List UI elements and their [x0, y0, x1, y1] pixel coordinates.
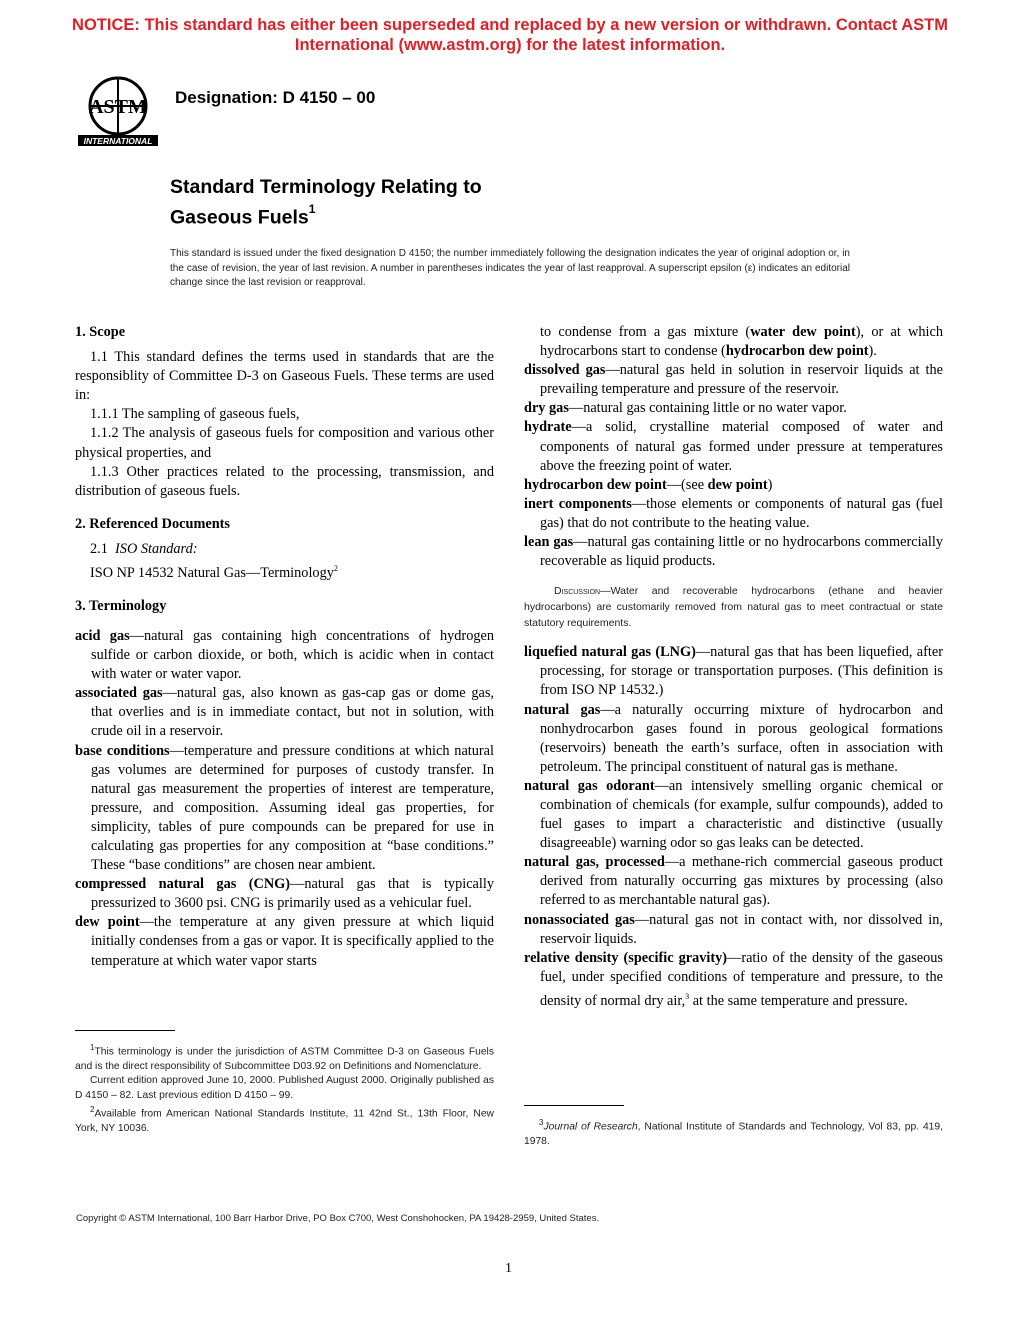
term-definition: —ratio of the density of the gaseous fuel, under specified conditions of temperature and pressure, to the density of normal dry air,	[540, 949, 943, 1009]
ref-num: 2.1	[90, 540, 108, 557]
scope-heading: 1. Scope	[75, 324, 126, 340]
term-relative-density	[524, 949, 943, 1011]
term-associated-gas	[75, 684, 494, 741]
discussion-note	[524, 583, 943, 631]
term-label: liquefied natural gas (LNG)	[524, 644, 696, 661]
scope-p3: 1.1.2 The analysis of gaseous fuels for composition and various other physical properties, and	[75, 425, 494, 461]
ref-item: ISO NP 14532 Natural Gas—Terminology	[90, 564, 334, 581]
term-dissolved-gas	[524, 361, 943, 399]
copyright: Copyright © ASTM International, 100 Barr Harbor Drive, PO Box C700, West Conshohocken, PA 19428-2959, United States.	[76, 1213, 600, 1224]
discussion-text: —Water and recoverable hydrocarbons (ethane and heavier hydrocarbons) are customarily removed from natural gas to meet contractual or state statutory requirements.	[524, 585, 943, 630]
terminology-heading: 3. Terminology	[75, 597, 167, 614]
term-definition: —natural gas that has been liquefied, after processing, for storage or transportation purposes. (This definition is from ISO NP 14532.)	[540, 644, 943, 699]
iso-standard-item	[75, 559, 494, 583]
page-title	[170, 175, 482, 231]
footnote-mark: 2	[90, 1105, 95, 1115]
term-dry-gas	[524, 399, 943, 418]
term-cng	[75, 875, 494, 913]
footnote-mark: 3	[539, 1118, 544, 1127]
term-definition: —a solid, crystalline material composed of water and components of natural gas formed under pressure at temperatures above the freezing point of water.	[540, 419, 943, 474]
term-hydrate	[524, 418, 943, 475]
term-label: natural gas	[524, 701, 601, 718]
referenced-heading: 2. Referenced Documents	[75, 515, 230, 532]
term-label: dew point	[75, 914, 140, 931]
logo-subtitle: INTERNATIONAL	[83, 136, 153, 146]
footnote-journal: Journal of Research	[543, 1121, 638, 1133]
discussion-label: Discussion	[554, 585, 601, 598]
astm-logo	[76, 74, 160, 150]
footnotes-right	[524, 1116, 943, 1149]
title-line-1: Standard Terminology Relating to	[170, 176, 482, 198]
ref-label: ISO Standard:	[115, 540, 198, 557]
footnote-2	[75, 1103, 494, 1136]
term-label: lean gas	[524, 534, 574, 551]
left-column	[75, 323, 494, 971]
term-definition: —natural gas, also known as gas-cap gas or dome gas, that overlies and is in immediate contact, but not in solution, with crude oil in a reservoir.	[91, 685, 494, 740]
term-definition: —a methane-rich commercial gaseous product derived from naturally occurring gas mixtures by processing (also referred to as merchantable natural gas).	[540, 854, 943, 909]
term-definition: —an intensively smelling organic chemical or combination of chemicals (for example, sulfur compounds), added to fuel gases to impart a characteristic and distinctive (usually disagreeable) warning odor so gas leaks can be detected.	[540, 777, 944, 852]
logo-letters: ASTM	[89, 96, 147, 118]
title-text: Gaseous Fuels	[170, 206, 309, 229]
term-ref: hydrocarbon dew point	[725, 343, 869, 360]
term-definition: )	[767, 476, 773, 493]
term-label: inert components	[524, 495, 632, 512]
term-label: natural gas, processed	[524, 854, 665, 871]
term-definition: —the temperature at any given pressure at which liquid initially condenses from a gas or vapor. It is specifically applied to the temperature at which water vapor starts	[91, 914, 495, 969]
term-definition: ), or at which hydrocarbons start to condense (	[540, 324, 943, 360]
footnote-mark: 1	[90, 1043, 95, 1052]
term-natural-gas-processed	[524, 853, 943, 910]
term-definition: —natural gas containing little or no hydrocarbons commercially recoverable as liquid products.	[540, 534, 943, 570]
page-number: 1	[505, 1261, 512, 1276]
footnote-rule-right	[524, 1105, 624, 1106]
term-hydrocarbon-dew-point	[524, 476, 943, 495]
ref-footnote-mark[interactable]: 2	[333, 564, 338, 574]
footnote-rule-left	[75, 1030, 175, 1031]
term-definition: at the same temperature and pressure.	[689, 992, 908, 1009]
term-label: dissolved gas	[524, 362, 606, 379]
footnotes-left	[75, 1041, 494, 1137]
term-definition: —those elements or components of natural gas (fuel gas) that do not contribute to the heating value.	[540, 495, 943, 531]
withdrawn-notice: NOTICE: This standard has either been superseded and replaced by a new version or withdrawn. Contact ASTM International (www.astm.org) for the latest information.	[72, 16, 948, 54]
term-label: associated gas	[75, 685, 163, 702]
astm-logo-icon	[76, 74, 160, 150]
term-natural-gas-odorant	[524, 777, 943, 853]
designation: Designation: D 4150 – 00	[175, 88, 376, 107]
term-definition: —natural gas containing high concentrations of hydrogen sulfide or carbon dioxide, or both, which is acidic when in contact with water or water vapor.	[91, 627, 494, 683]
issued-note: This standard is issued under the fixed designation D 4150; the number immediately following the designation indicates the year of original adoption or, in the case of revision, the year of last revision. A number in parentheses indicates the year of last reapproval. A superscript epsilon (ε) indicates an editorial change since the last revision or reapproval.	[170, 248, 850, 288]
title-footnote-mark[interactable]: 1	[308, 202, 316, 216]
term-definition: —natural gas containing little or no water vapor.	[568, 400, 847, 417]
iso-standard-label	[75, 540, 494, 559]
term-label: relative density (specific gravity)	[524, 949, 728, 966]
term-label: hydrocarbon dew point	[524, 476, 667, 493]
footnote-text: This terminology is under the jurisdiction of ASTM Committee D-3 on Gaseous Fuels and is the direct responsibility of Subcommittee D03.92 on Definitions and Nomenclature.	[75, 1046, 494, 1072]
footnote-mark[interactable]: 3	[685, 991, 690, 1001]
term-label: acid gas	[75, 627, 130, 644]
term-definition: —temperature and pressure conditions at which natural gas volumes are determined for purposes of custody transfer. In natural gas measurement the properties of interest are temperature, pressure, and composition. Assuming ideal gas properties, for simplicity, tables of pure compounds can be prepared for use in calculating gas properties for any composition at “base conditions.” These “base conditions” are chosen near ambient.	[91, 742, 494, 874]
right-column	[524, 323, 943, 1011]
term-inert-components	[524, 495, 943, 533]
term-definition: —natural gas not in contact with, nor dissolved in, reservoir liquids.	[540, 911, 943, 947]
term-ref: dew point	[707, 476, 768, 493]
scope-p2: 1.1.1 The sampling of gaseous fuels,	[90, 406, 300, 423]
footnote-text: , National Institute of Standards and Technology, Vol 83, pp. 419, 1978.	[524, 1121, 943, 1147]
scope-p1: 1.1 This standard defines the terms used in standards that are the responsiblity of Committee D-3 on Gaseous Fuels. These terms are used in:	[75, 349, 494, 404]
term-definition: —natural gas that is typically pressurized to 3600 psi. CNG is primarily used as a vehicular fuel.	[91, 876, 494, 912]
term-natural-gas	[524, 701, 943, 777]
term-definition: to condense from a gas mixture (	[540, 324, 751, 340]
scope-p4: 1.1.3 Other practices related to the processing, transmission, and distribution of gaseous fuels.	[75, 463, 494, 499]
footnote-text: Available from American National Standards Institute, 11 42nd St., 13th Floor, New York, NY 10036.	[75, 1108, 494, 1135]
term-base-conditions	[75, 742, 494, 876]
term-definition: ).	[868, 343, 877, 360]
term-ref: water dew point	[750, 324, 856, 340]
term-label: nonassociated gas	[524, 911, 635, 928]
dew-point-continued	[524, 323, 943, 361]
term-definition: —natural gas held in solution in reservoir liquids at the prevailing temperature and pressure of the reservoir.	[540, 362, 943, 398]
term-lng	[524, 643, 943, 700]
footnote-1b: Current edition approved June 10, 2000. Published August 2000. Originally published as D 4150 – 82. Last previous edition D 4150 – 99.	[75, 1075, 494, 1101]
footnote-1	[75, 1041, 494, 1074]
term-nonassociated-gas	[524, 911, 943, 949]
term-definition: —a naturally occurring mixture of hydrocarbon and nonhydrocarbon gases found in porous geological formations (reservoirs) beneath the earth’s surface, often in association with petroleum. The principal constituent of natural gas is methane.	[540, 701, 943, 775]
term-dew-point	[75, 913, 494, 970]
footnote-3	[524, 1116, 943, 1149]
term-label: compressed natural gas (CNG)	[75, 876, 291, 893]
term-label: dry gas	[524, 400, 569, 417]
term-label: base conditions	[75, 742, 170, 759]
term-label: natural gas odorant	[524, 777, 655, 794]
title-line-2	[170, 200, 482, 231]
term-label: hydrate	[524, 419, 572, 436]
term-acid-gas	[75, 627, 494, 684]
term-lean-gas	[524, 533, 943, 571]
term-definition: —(see	[666, 476, 708, 493]
